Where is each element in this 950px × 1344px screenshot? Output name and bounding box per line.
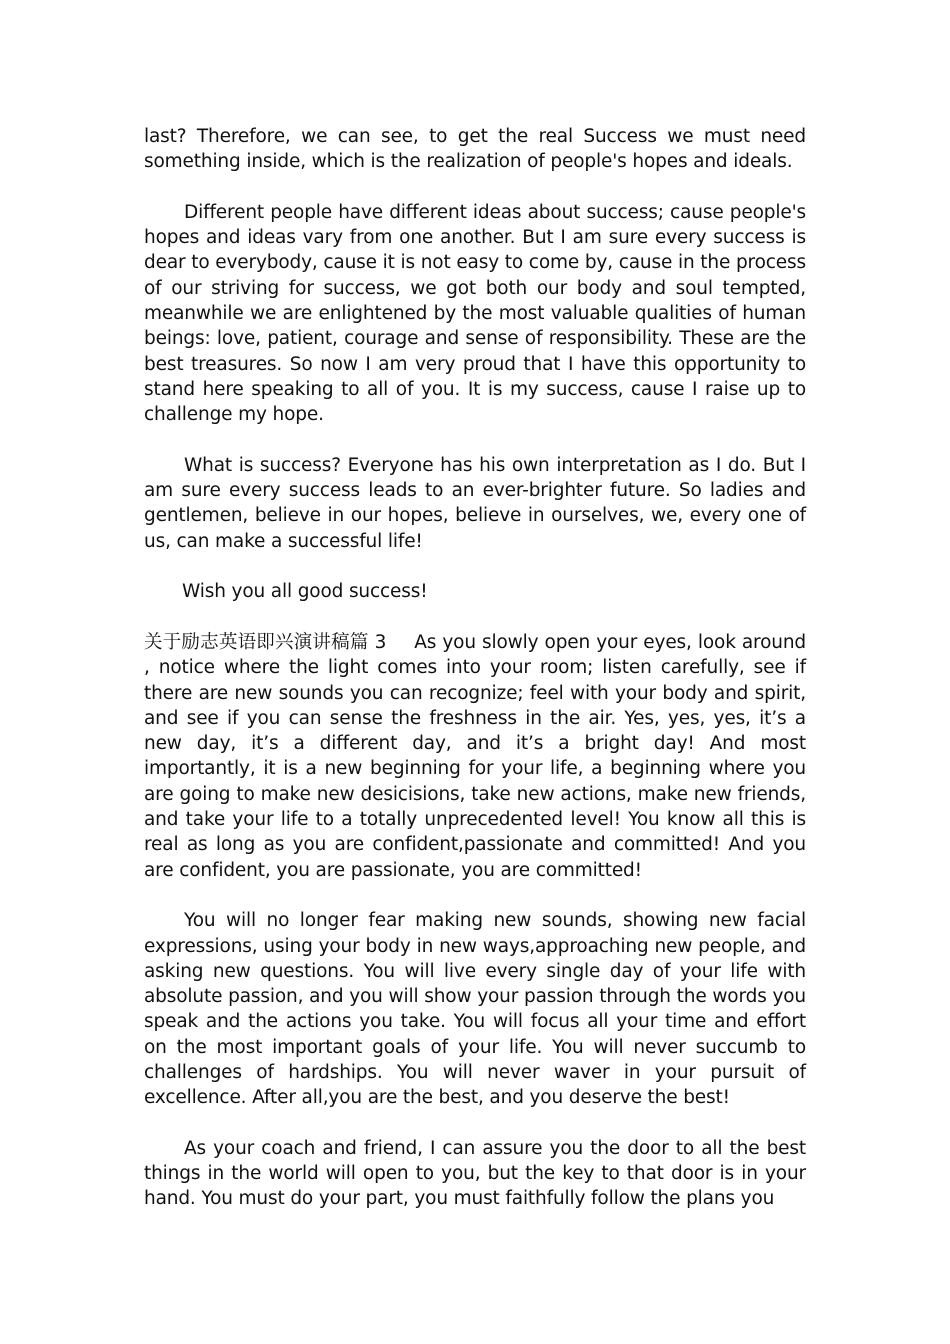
paragraph-new-day (144, 630, 806, 883)
paragraph-no-longer-fear: You will no longer fear making new sounds, showing new facial expressions, using your body in new ways,approaching new people, and asking new questions. You will live every single day of your life with absolute passion, and you will show your passion through the words you speak and the actions you take. You will focus all your time and effort on the most important goals of your life. You will never succumb to challenges of hardships. You will never waver in your pursuit of excellence. After all,you are the best, and you deserve the best! (144, 910, 806, 1109)
paragraph-coach-and-friend: As your coach and friend, I can assure you the door to all the best things in the world will open to you, but the key to that door is in your hand. You must do your part, you must faithfully follow the plans you (144, 1137, 806, 1210)
paragraph-wish: Wish you all good success! (182, 581, 428, 603)
paragraph-different-ideas: Different people have different ideas about success; cause people's hopes and ideas vary from one another. But I am sure every success is dear to everybody, cause it is not easy to come by, cause in the process of our striving for success, we got both our body and soul tempted, meanwhile we are enlightened by the most valuable qualities of human beings: love, patient, courage and sense of responsibility. These are the best treasures. So now I am very proud that I have this opportunity to stand here speaking to all of you. It is my success, cause I raise up to challenge my hope. (144, 201, 806, 426)
paragraph-new-day-text: As you slowly open your eyes, look around , notice where the light comes into your room; listen carefully, see if there are new sounds you can recognize; feel with your body and spirit, and see if you can sense the freshness in the air. Yes, yes, yes, it’s a new day, it’s a different day, and it’s a bright day! And most importantly, it is a new beginning for your life, a beginning where you are going to make new desicisions, take new actions, make new friends, and take your life to a totally unprecedented level! You know all this is real as long as you are confident,passionate and committed! And you are confident, you are passionate, you are committed! (144, 631, 806, 881)
paragraph-what-is-success: What is success? Everyone has his own interpretation as I do. But I am sure every success leads to an ever-brighter future. So ladies and gentlemen, believe in our hopes, believe in ourselves, we, every one of us, can make a successful life! (144, 454, 806, 552)
section-heading: 关于励志英语即兴演讲稿篇 3 (144, 631, 387, 653)
document-page (144, 124, 806, 1237)
paragraph-success-inside: last? Therefore, we can see, to get the real Success we must need something inside, which is the realization of people's hopes and ideals. (144, 126, 806, 173)
